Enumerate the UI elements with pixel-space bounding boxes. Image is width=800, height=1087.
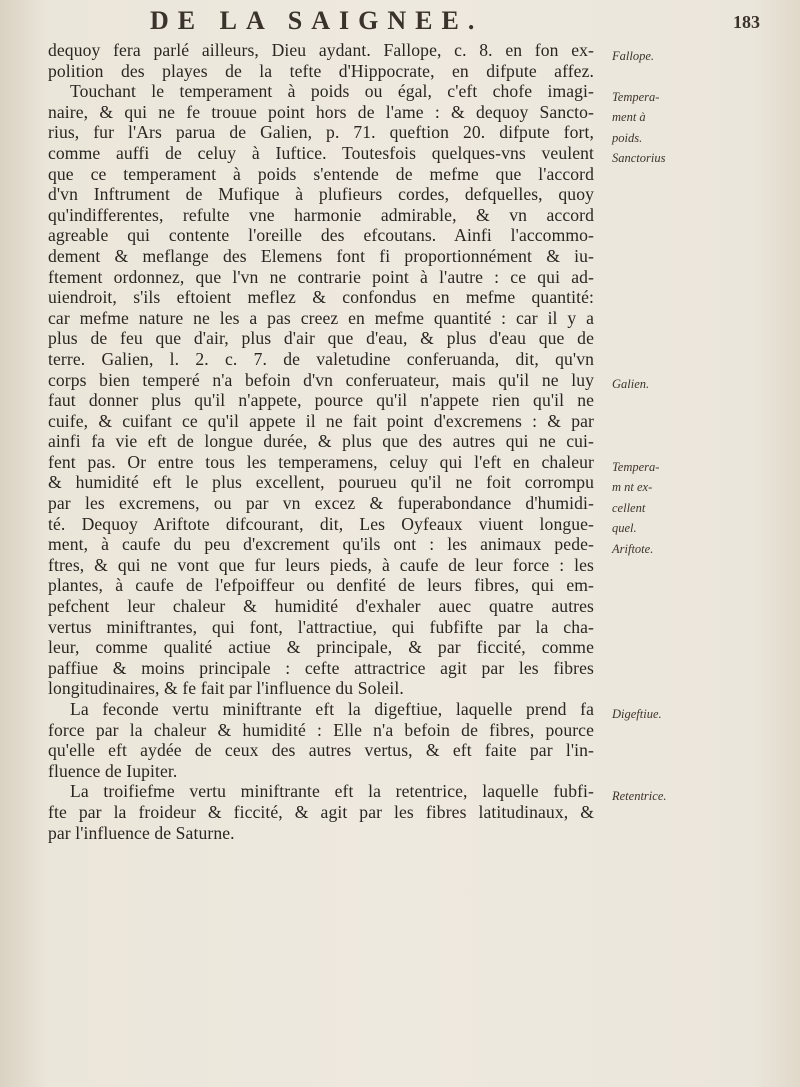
text-line: plus de feu que d'air, plus d'air que d'eau, & plus d'eau que de (48, 328, 594, 349)
text-line: rius, fur l'Ars parua de Galien, p. 71. queftion 20. difpute fort, (48, 122, 594, 143)
text-line: corps bien temperé n'a befoin d'vn conferuateur, mais qu'il ne luy (48, 369, 594, 390)
text-line: naire, & qui ne fe trouue point hors de l'ame : & dequoy Sancto- (48, 101, 594, 122)
text-line: Touchant le temperament à poids ou égal, c'eft chofe imagi- (70, 81, 594, 102)
text-line: uiendroit, s'ils eftoient meflez & confondus en mefme quantité: (48, 287, 594, 308)
text-line: La feconde vertu miniftrante eft la digeftiue, laquelle prend fa (70, 699, 594, 719)
running-title: DE LA SAIGNEE. (150, 6, 484, 35)
text-line: & humidité eft le plus excellent, pourueu qu'il ne foit corrompu (48, 472, 594, 493)
text-line: té. Dequoy Ariftote difcourant, dit, Les Oyfeaux viuent longue- (48, 513, 594, 534)
margin-note: Fallope. (612, 49, 655, 63)
text-line: force par la chaleur & humidité : Elle n'a befoin de fibres, pource (48, 719, 594, 740)
text-line: ftres, & qui ne vont que fur leurs pieds, à caufe de leur force : les (48, 554, 594, 575)
text-line: leur, comme qualité actiue & principale, & par ficcité, comme (48, 637, 594, 658)
text-line: faut donner plus qu'il n'appete, pource qu'il n'appete rien qu'il ne (48, 390, 594, 411)
margin-note: Retentrice. (612, 789, 667, 803)
margin-note: Sanctorius (612, 151, 666, 165)
text-line: pefchent leur chaleur & humidité d'exhaler auec quatre autres (48, 596, 594, 617)
margin-note: m nt ex- (612, 480, 653, 494)
text-line: plantes, à caufe de l'efpoiffeur ou denfité de leurs fibres, qui em- (48, 575, 594, 596)
margin-note: Tempera- (612, 90, 660, 104)
text-line: polition des playes de la tefte d'Hippocrate, en difpute affez. (48, 60, 594, 81)
text-line: fte par la froideur & ficcité, & agit par les fibres latitudinaux, & (48, 801, 594, 822)
text-line: que ce temperament à poids s'entende de mefme que l'accord (48, 163, 594, 184)
text-line: par les excremens, ou par vn excez & fuperabondance d'humidi- (48, 493, 594, 514)
text-line: vertus miniftrantes, qui font, l'attractiue, qui fubfifte par la cha- (48, 616, 594, 637)
margin-note: cellent (612, 501, 646, 515)
text-line: cuife, & cuifant ce qu'il appete il ne fait point d'excremens : & par (48, 410, 594, 431)
margin-note: poids. (612, 131, 643, 145)
text-line: qu'elle eft aydée de ceux des autres vertus, & eft faite par l'in- (48, 740, 594, 761)
text-line: fluence de Iupiter. (48, 760, 178, 781)
text-line: ainfi fa vie eft de longue durée, & plus que des autres qui ne cui- (48, 431, 594, 452)
text-line: terre. Galien, l. 2. c. 7. de valetudine conferuanda, dit, qu'vn (48, 348, 594, 369)
margin-note: Ariftote. (612, 542, 654, 556)
margin-note: Digeftiue. (612, 707, 662, 721)
margin-note: Tempera- (612, 460, 660, 474)
text-line: agreable qui contente l'oreille des efcoutans. Ainfi l'accommo- (48, 225, 594, 246)
text-line: paffiue & moins principale : cefte attractrice agit par les fibres (48, 657, 594, 678)
margin-note: ment à (612, 110, 646, 124)
text-line: La troifiefme vertu miniftrante eft la retentrice, laquelle fubfi- (70, 781, 594, 802)
page-number: 183 (733, 12, 760, 32)
margin-note: Galien. (612, 377, 650, 391)
text-line: qu'indifferentes, refulte vne harmonie admirable, & vn accord (48, 204, 594, 225)
margin-note: quel. (612, 521, 637, 535)
body-text (48, 40, 594, 843)
text-line: dement & meflange des Elemens font fi proportionnément & iu- (48, 245, 594, 266)
text-line: car mefme nature ne les a pas creez en mefme quantité : car il y a (48, 307, 594, 328)
text-line: longitudinaires, & fe fait par l'influence du Soleil. (48, 678, 404, 699)
text-line: fent pas. Or entre tous les temperamens, celuy qui l'eft en chaleur (48, 451, 594, 472)
text-line: ftement ordonnez, que l'vn ne contrarie point à l'autre : ce qui ad- (48, 266, 594, 287)
text-line: dequoy fera parlé ailleurs, Dieu aydant. Fallope, c. 8. en fon ex- (48, 40, 594, 60)
text-line: ment, à caufe du peu d'excrement qu'ils ont : les animaux pede- (48, 534, 594, 555)
text-line: d'vn Inftrument de Mufique à plufieurs cordes, defquelles, quoy (48, 184, 594, 205)
text-line: comme auffi de celuy à Iuftice. Toutesfois quelques-vns veulent (48, 142, 594, 163)
text-line: par l'influence de Saturne. (48, 822, 235, 843)
page-header (60, 4, 760, 36)
